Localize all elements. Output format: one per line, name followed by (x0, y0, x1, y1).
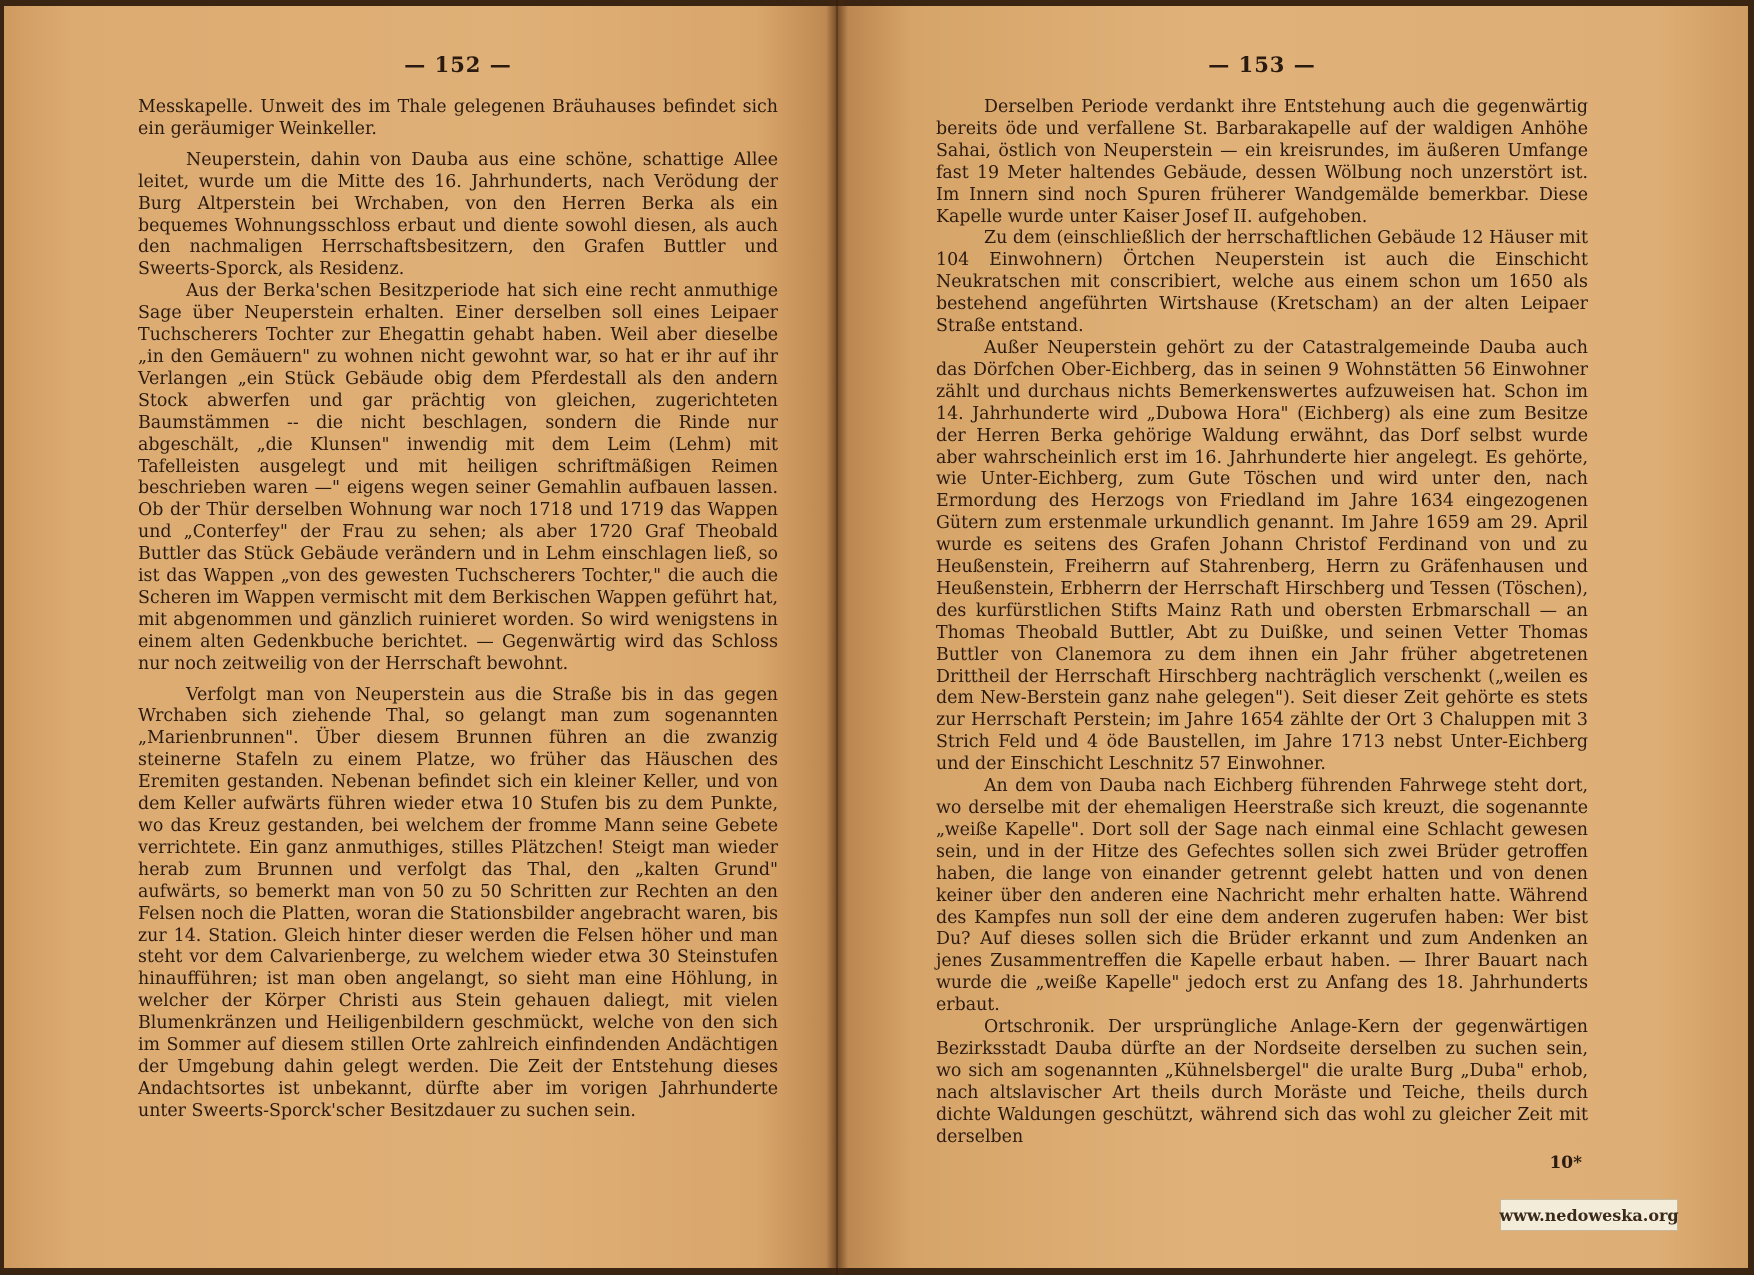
paragraph: Aus der Berka'schen Besitzperiode hat sich eine recht anmuthige Sage über Neuperstein erhalten. Einer derselben soll eines Leipaer Tuchscherers Tochter zur Ehegattin gehabt haben. Weil aber dieselbe „in den Gemäuern" zu wohnen nicht gewohnt war, so hat er ihr auf ihr Verlangen „ein Stück Gebäude obig dem Pferdestall als den andern Stock abwerfen und gar prächtig von gleichen, zugerichteten Baumstämmen -- die nicht beschlagen, sondern die Rinde nur abgeschält, „die Klunsen" inwendig mit dem Leim (Lehm) mit Tafelleisten ausgelegt und mit heiligen schriftmäßigen Reimen beschrieben waren —" eigens wegen seiner Gemahlin aufbauen lassen. Ob der Thür derselben Wohnung war noch 1718 und 1719 das Wappen und „Conterfey" der Frau zu sehen; als aber 1720 Graf Theobald Buttler das Stück Gebäude verändern und in Lehm einschlagen ließ, so ist das Wappen „von des gewesten Tuchscherers Tochter," die auch die Scheren im Wappen vermischt mit dem Berkischen Wappen geführt hat, mit abgenommen und gänzlich ruinieret worden. So wird wenigstens in einem alten Gedenkbuche berichtet. — Gegenwärtig wird das Schloss nur noch zeitweilig von der Herrschaft bewohnt. (138, 281, 778, 674)
paragraph: Messkapelle. Unweit des im Thale gelegenen Bräuhauses befindet sich ein geräumiger Weinkeller. (138, 97, 778, 139)
paragraph: Verfolgt man von Neuperstein aus die Straße bis in das gegen Wrchaben sich ziehende Thal, so gelangt man zum sogenannten „Marienbrunnen". Über diesem Brunnen führen an die zwanzig steinerne Stafeln zu einem Platze, wo früher das Häuschen des Eremiten gestanden. Nebenan befindet sich ein kleiner Keller, und von dem Keller aufwärts führen wieder etwa 10 Stufen bis zu dem Punkte, wo das Kreuz gestanden, bei welchem der fromme Mann seine Gebete verrichtete. Ein ganz anmuthiges, stilles Plätzchen! Steigt man wieder herab zum Brunnen und verfolgt das Thal, den „kalten Grund" aufwärts, so bemerkt man von 50 zu 50 Schritten zur Rechten an den Felsen noch die Platten, woran die Stationsbilder angebracht waren, bis zur 14. Station. Gleich hinter dieser werden die Felsen höher und man steht vor dem Calvarienberge, zu welchem wieder etwa 30 Steinstufen hinaufführen; ist man oben angelangt, so sieht man eine Höhlung, in welcher der Körper Christi aus Stein gehauen daliegt, mit vielen Blumenkränzen und Heiligenbildern geschmückt, welche von den sich im Sommer auf diesem stillen Orte zahlreich einfindenden Andächtigen der Umgebung dahin gelegt werden. Die Zeit der Entstehung dieses Andachtsortes ist unbekannt, dürfte aber im vorigen Jahrhunderte unter Sweerts-Sporck'scher Besitzdauer zu suchen sein. (138, 684, 778, 1121)
paragraph: Ortschronik. Der ursprüngliche Anlage-Kern der gegenwärtigen Bezirksstadt Dauba dürfte an der Nordseite derselben zu suchen sein, wo sich am sogenannten „Kühnelsbergel" die uralte Burg „Duba" erhob, nach altslavischer Art theils durch Moräste und Teiche, theils durch dichte Waldungen geschützt, während sich das wohl zu gleicher Zeit mit derselben (936, 1017, 1588, 1147)
right-page (840, 6, 1748, 1268)
paragraph: Derselben Periode verdankt ihre Entstehung auch die gegenwärtig bereits öde und verfallene St. Barbarakapelle auf der waldigen Anhöhe Sahai, östlich von Neuperstein — ein kreisrundes, im äußeren Umfange fast 19 Meter haltendes Gebäude, dessen Wölbung noch unzerstört ist. Im Innern sind noch Spuren früherer Wandgemälde bemerkbar. Diese Kapelle wurde unter Kaiser Josef II. aufgehoben. (936, 97, 1588, 227)
page-number-left: — 152 — (404, 52, 512, 77)
paragraph: Außer Neuperstein gehört zu der Catastralgemeinde Dauba auch das Dörfchen Ober-Eichberg, das in seinen 9 Wohnstätten 56 Einwohner zählt und durchaus nichts Bemerkenswertes aufzuweisen hat. Schon im 14. Jahrhunderte wird „Dubowa Hora" (Eichberg) als eine zum Besitze der Herren Berka gehörige Waldung erwähnt, das Dorf selbst wurde aber wahrscheinlich erst im 16. Jahrhunderte hier angelegt. Es gehörte, wie Unter-Eichberg, zum Gute Töschen und wird unter den, nach Ermordung des Herzogs von Friedland im Jahre 1634 eingezogenen Gütern zum erstenmale urkundlich genannt. Im Jahre 1659 am 29. April wurde es seitens des Grafen Johann Christof Ferdinand von und zu Heußenstein, Freiherrn auf Stahrenberg, Herrn zu Gräfenhausen und Heußenstein, Erbherrn der Herrschaft Hirschberg und Tessen (Töschen), des kurfürstlichen Stifts Mainz Rath und obersten Erbmarschall — an Thomas Theobald Buttler, Abt zu Duißke, und seinen Vetter Thomas Buttler von Clanemora zu dem ihnen ein Jahr früher abgetretenen Drittheil der Herrschaft Hirschberg nachträglich verschenkt („weilen es dem New-Berstein ganz nahe gelegen"). Seit dieser Zeit gehörte es stets zur Herrschaft Perstein; im Jahre 1654 zählte der Ort 3 Chaluppen mit 3 Strich Feld und 4 öde Baustellen, im Jahre 1713 nebst Unter-Eichberg und der Einschicht Leschnitz 57 Einwohner. (936, 337, 1588, 775)
book-gutter (826, 0, 848, 1275)
left-page-text (138, 97, 778, 1123)
paragraph: Neuperstein, dahin von Dauba aus eine schöne, schattige Allee leitet, wurde um die Mitte des 16. Jahrhunderts, nach Verödung der Burg Altperstein bei Wrchaben, von den Herren Berka als ein bequemes Wohnungsschloss erbaut und diente sowohl diesen, als auch den nachmaligen Herrschaftsbesitzern, den Grafen Buttler und Sweerts-Sporck, als Residenz. (138, 149, 778, 280)
right-page-text (936, 97, 1588, 1149)
left-page (4, 6, 840, 1268)
watermark: www.nedoweska.org (1500, 1199, 1678, 1231)
paragraph: An dem von Dauba nach Eichberg führenden Fahrwege steht dort, wo derselbe mit der ehemaligen Heerstraße sich kreuzt, die sogenannte „weiße Kapelle". Dort soll der Sage nach einmal eine Schlacht gewesen sein, und in der Hitze des Gefechtes sollen sich zwei Brüder getroffen haben, die lange von einander getrennt gelebt hatten und von denen keiner über den anderen eine Nachricht mehr erhalten hatte. Während des Kampfes nun soll der eine dem anderen zugerufen haben: Wer bist Du? Auf dieses sollen sich die Brüder erkannt und zum Andenken an jenes Zusammentreffen die Kapelle erbaut haben. — Ihrer Bauart nach wurde die „weiße Kapelle" jedoch erst zu Anfang des 18. Jahrhunderts erbaut. (936, 776, 1588, 1016)
paragraph: Zu dem (einschließlich der herrschaftlichen Gebäude 12 Häuser mit 104 Einwohnern) Örtchen Neuperstein ist auch die Einschicht Neukratschen mit conscribiert, welche aus einem schon um 1650 als bestehend angeführten Wirtshause (Kretscham) an der alten Leipaer Straße entstand. (936, 228, 1588, 337)
signature-mark: 10* (1549, 1152, 1582, 1173)
page-number-right: — 153 — (1208, 52, 1316, 77)
